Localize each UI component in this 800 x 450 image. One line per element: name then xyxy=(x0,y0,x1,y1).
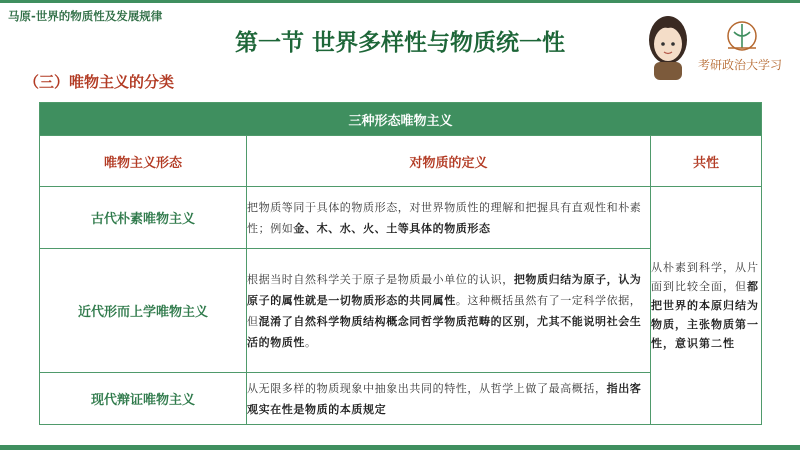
course-title: 马原-世界的物质性及发展规律 xyxy=(8,9,163,23)
column-header-definition: 对物质的定义 xyxy=(247,136,651,187)
common-emphasis: 都把世界的本原归结为物质，主张物质第一性，意识第二性 xyxy=(651,280,759,350)
column-header-common: 共性 xyxy=(651,136,762,187)
row-definition xyxy=(247,249,651,373)
common-text: 从朴素到科学，从片面到比较全面，但 xyxy=(651,261,759,293)
table-header-row xyxy=(40,136,762,187)
row-definition xyxy=(247,187,651,249)
common-traits xyxy=(651,187,762,425)
definition-emphasis: 混淆了自然科学物质结构概念同哲学物质范畴的区别，尤其不能说明社会生活的物质性 xyxy=(247,314,642,349)
column-header-type: 唯物主义形态 xyxy=(40,136,247,187)
row-definition xyxy=(247,373,651,425)
row-type: 古代朴素唯物主义 xyxy=(40,187,247,249)
logo-text: 考研政治大学习 xyxy=(698,58,783,72)
table-title-row xyxy=(40,103,762,136)
top-accent-bar xyxy=(0,0,800,3)
definition-text: 。 xyxy=(305,335,317,349)
materialism-table xyxy=(39,102,762,425)
page-title: 第一节 世界多样性与物质统一性 xyxy=(234,29,565,56)
bottom-accent-bar xyxy=(0,445,800,450)
definition-emphasis: 金、木、水、火、土等具体的物质形态 xyxy=(293,221,491,235)
row-type: 近代形而上学唯物主义 xyxy=(40,249,247,373)
definition-emphasis: 把物质归结为原子，认为原子的属性就是一切物质形态的共同属性 xyxy=(247,272,642,307)
definition-text: 把物质等同于具体的物质形态，对世界物质性的理解和把握具有直观性和朴素性；例如 xyxy=(247,200,642,235)
table-title: 三种形态唯物主义 xyxy=(40,103,762,136)
definition-text: 。这种概括虽然有了一定科学依据，但 xyxy=(247,293,642,328)
definition-text: 根据当时自然科学关于原子是物质最小单位的认识， xyxy=(247,272,514,286)
table-row xyxy=(40,187,762,249)
section-title: （三）唯物主义的分类 xyxy=(24,73,175,91)
definition-text: 从无限多样的物质现象中抽象出共同的特性，从哲学上做了最高概括， xyxy=(247,381,607,395)
row-type: 现代辩证唯物主义 xyxy=(40,373,247,425)
definition-emphasis: 指出客观实在性是物质的本质规定 xyxy=(247,381,642,416)
